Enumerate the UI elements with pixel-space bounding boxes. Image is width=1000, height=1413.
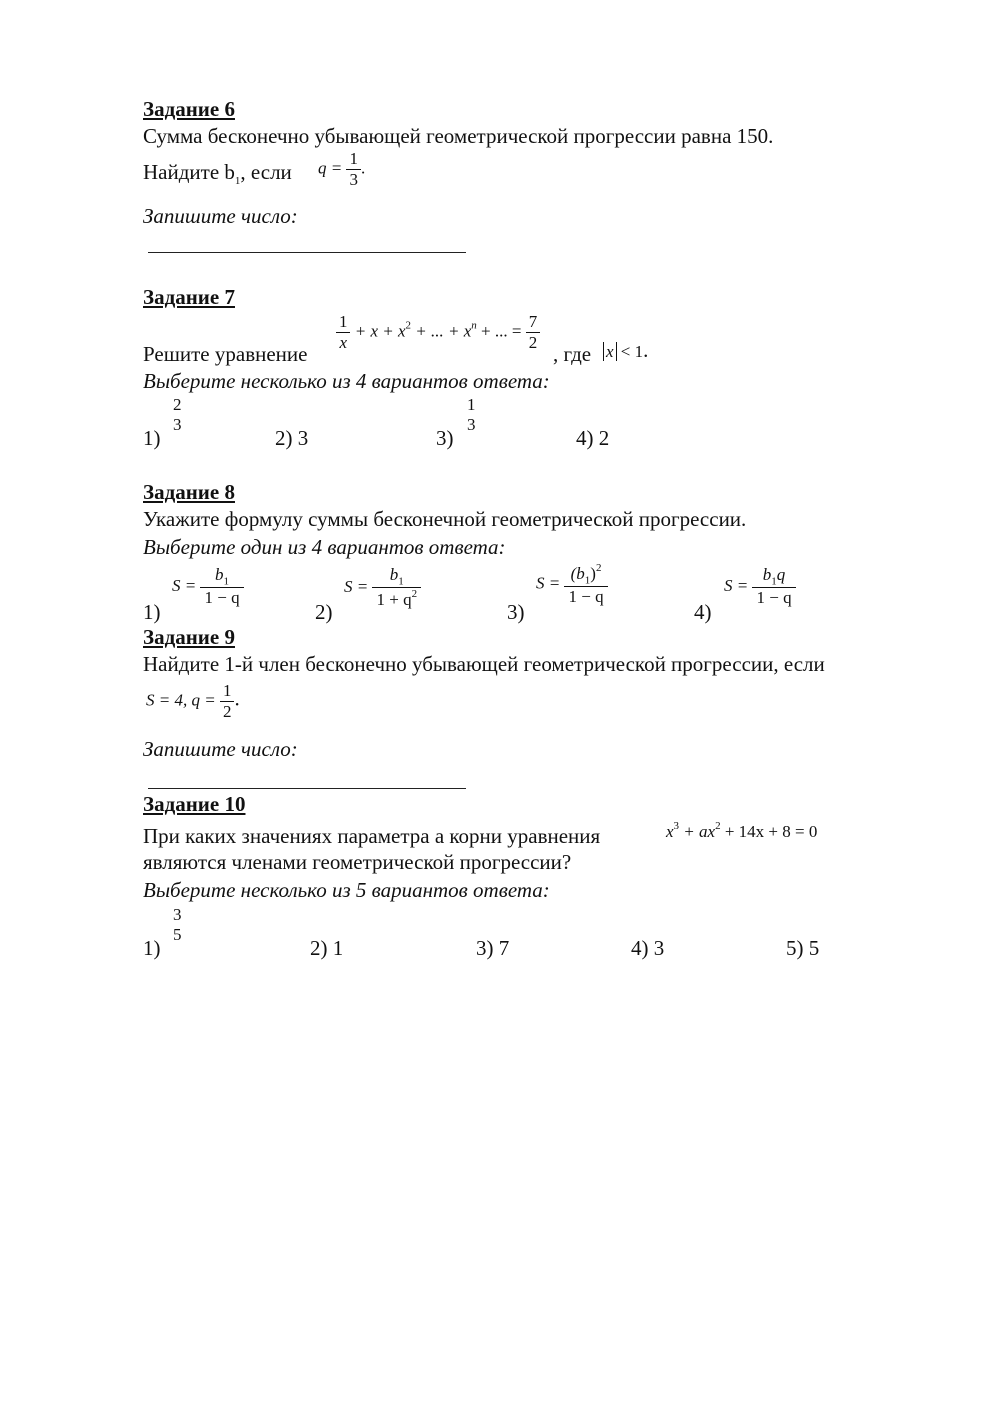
task9-text: Найдите 1-й член бесконечно убывающей геометрической прогрессии, если	[143, 652, 825, 676]
task8-text: Укажите формулу суммы бесконечной геометрической прогрессии.	[143, 507, 747, 531]
task8-option-2[interactable]: 2)	[315, 600, 333, 624]
task8-option-3[interactable]: 3)	[507, 600, 525, 624]
task10-instruction: Выберите несколько из 5 вариантов ответа:	[143, 878, 550, 902]
task10-option-2[interactable]: 2) 1	[310, 936, 344, 960]
task9-title: Задание 9	[143, 625, 235, 649]
task9-formula: S = 4, q = $\frac{1}{2}$ .	[146, 681, 240, 721]
task8-option-1-formula: S = $\frac{b_1}{1 - q}$	[172, 566, 244, 608]
task7-title: Задание 7	[143, 285, 235, 309]
task10-option-1-fraction: 3 5	[173, 905, 182, 944]
task8-option-3-formula: S = $\frac{(b_1)^2}{1 - q}$	[536, 562, 608, 607]
task7-option-3[interactable]: 3)	[436, 426, 454, 450]
task6-question: Найдите $b_1$, если	[143, 160, 292, 188]
task7-option-4[interactable]: 4) 2	[576, 426, 610, 450]
task7-where: , где	[553, 342, 592, 366]
task6-instruction: Запишите число:	[143, 204, 298, 228]
task7-condition: x < 1.	[603, 338, 648, 363]
task7-option-2[interactable]: 2) 3	[275, 426, 309, 450]
task10-option-5[interactable]: 5) 5	[786, 936, 820, 960]
task10-option-4[interactable]: 4) 3	[631, 936, 665, 960]
task8-option-2-formula: S = $\frac{b_1}{1 + q^2}$	[344, 566, 421, 610]
task6-title: Задание 6	[143, 97, 235, 121]
task6-text: Сумма бесконечно убывающей геометрической прогрессии равна 150.	[143, 124, 774, 148]
task7-equation: $\frac{1}{x}$ + $x + x^2$ + ... + $x^n$ + ... = $\frac{7}{2}$	[336, 313, 540, 352]
task9-answer-line[interactable]	[148, 788, 466, 789]
task7-text: Решите уравнение	[143, 342, 308, 366]
task10-option-3[interactable]: 3) 7	[476, 936, 510, 960]
task10-text2: являются членами геометрической прогрессии?	[143, 850, 572, 874]
task8-instruction: Выберите один из 4 вариантов ответа:	[143, 535, 506, 559]
task8-title: Задание 8	[143, 480, 235, 504]
task10-equation: $x^3 + ax^2 + 14x + 8 = 0$	[666, 820, 818, 841]
task10-text: При каких значениях параметра а корни уравнения	[143, 824, 601, 848]
task9-instruction: Запишите число:	[143, 737, 298, 761]
task7-instruction: Выберите несколько из 4 вариантов ответа:	[143, 369, 550, 393]
task8-option-4-formula: S = $\frac{b_1q}{1 - q}$	[724, 566, 796, 608]
task7-option-1[interactable]: 1)	[143, 426, 161, 450]
task8-option-4[interactable]: 4)	[694, 600, 712, 624]
task10-option-1[interactable]: 1)	[143, 936, 161, 960]
task6-formula: q = $\frac{1}{3}$ .	[318, 149, 366, 189]
task6-answer-line[interactable]	[148, 252, 466, 253]
task10-title: Задание 10	[143, 792, 246, 816]
task7-option-3-fraction: 1 3	[467, 395, 476, 434]
task8-option-1[interactable]: 1)	[143, 600, 161, 624]
task7-option-1-fraction: 2 3	[173, 395, 182, 434]
